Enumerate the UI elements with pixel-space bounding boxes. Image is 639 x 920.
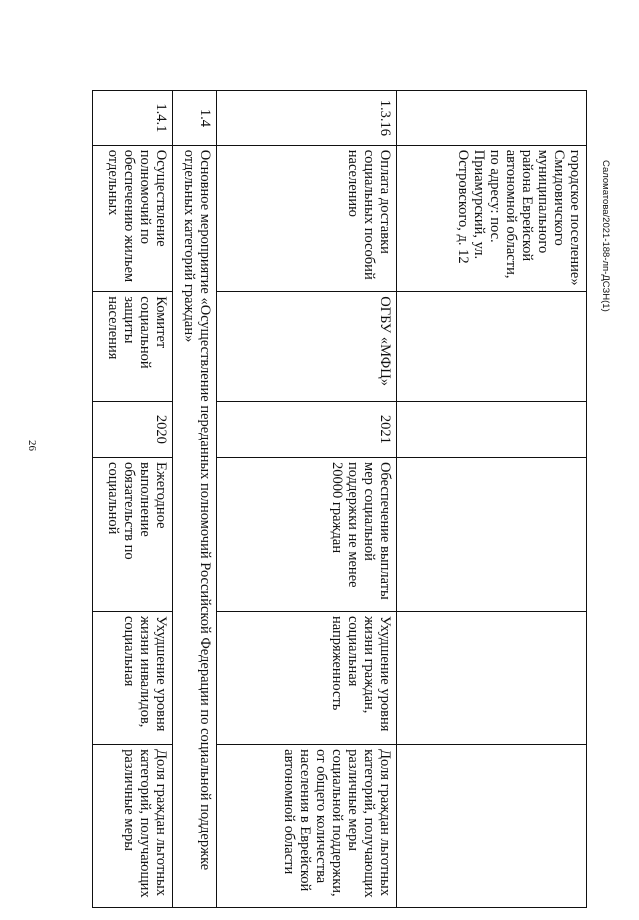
cell-year: 2020 (93, 401, 173, 457)
table-row (93, 91, 173, 908)
rotated-page (82, 90, 587, 908)
cell-num: 1.4.1 (93, 91, 173, 146)
cell-result: Обеспечение выплаты мер социальной поддержки не менее 20000 граждан (217, 458, 397, 612)
table-row (173, 91, 217, 908)
cell-year (397, 401, 587, 457)
table-row (217, 91, 397, 908)
cell-indicator: Доля граждан льготных категорий, получающих различные меры социальной поддержки, от общего количества населения в Еврейской автономной области (217, 745, 397, 908)
cell-num: 1.3.16 (217, 91, 397, 146)
section-title: Основное мероприятие «Осуществление переданных полномочий Российской Федерации по социальной поддержке отдельных категорий граждан» (173, 145, 217, 907)
cell-indicator: Доля граждан льготных категорий, получающих различные меры (93, 745, 173, 908)
cell-risk: Ухудшение уровня жизни инвалидов, социальная (93, 611, 173, 744)
cell-name: Осуществление полномочий по обеспечению жильем отдельных (93, 145, 173, 292)
page-number: 26 (26, 440, 38, 451)
table-row (397, 91, 587, 908)
program-table (92, 90, 587, 908)
cell-executor (397, 292, 587, 402)
cell-risk (397, 611, 587, 744)
cell-executor: Комитет социальной защиты населения (93, 292, 173, 402)
cell-name: городское поселение» Смидовичского муниципального района Еврейской автономной области, по адресу: пос. Приамурский, ул. Островского, д. 12 (397, 145, 587, 292)
cell-result: Ежегодное выполнение обязательств по социальной (93, 458, 173, 612)
cell-executor: ОГБУ «МФЦ» (217, 292, 397, 402)
cell-num (397, 91, 587, 146)
cell-indicator (397, 745, 587, 908)
side-reference (600, 100, 637, 920)
cell-num: 1.4 (173, 91, 217, 146)
cell-result (397, 458, 587, 612)
cell-risk: Ухудшение уровня жизни граждан, социальная напряженность (217, 611, 397, 744)
cell-year: 2021 (217, 401, 397, 457)
cell-name: Оплата доставки социальных пособий населению (217, 145, 397, 292)
side-reference-text: Саломатова/2021-188-лп-ДСЗН(1) (600, 160, 611, 312)
